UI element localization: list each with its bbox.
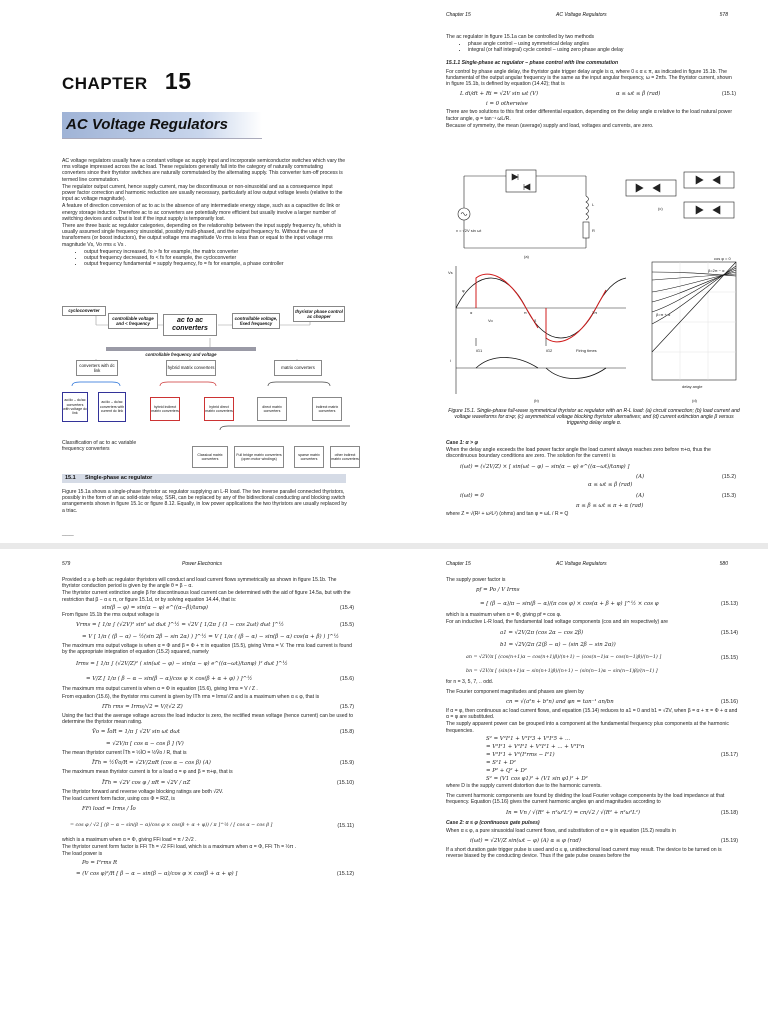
case-1-text: When the delay angle exceeds the load power factor angle the load current always reaches zero before π+α, thus the discontinuous boundary conditions are zero. The solution for the current i is — [446, 447, 711, 460]
p3-para-1: Provided α ≥ φ both ac regulator thyristors will conduct and load current flows symmetrically as shown in figure 15.1b. The thyristor conduction period is given by the angle θ = β − α. — [62, 577, 337, 590]
equation-15-8b: = √2V/π [ cos α − cos β ] (V) — [106, 741, 184, 748]
p3-para-10: The thyristor forward and reverse voltage blocking ratings are both √2V. — [62, 788, 224, 795]
beta-pi-label: β=π + α — [656, 312, 671, 317]
other-indirect-box: other indirect matrix converters — [330, 446, 360, 468]
eq17-row: = S²1 + D² — [486, 759, 516, 766]
equation-15-7: ITh rms = Irms/√2 = V/(√2 Z) (15.7) — [102, 703, 354, 710]
equation-15-8a: V̄o = ĪoR = 1/π ∫ √2V sin ωt dωt (15.8) — [92, 729, 354, 736]
header-title: AC Voltage Regulators — [556, 12, 607, 18]
equation-15-12a: Po = I²rms R — [82, 859, 118, 866]
figure-caption: Figure 15.1. Single-phase full-wave symmetrical thyristor ac regulator with an R-L load: (a) circuit connection; (b) load current and voltage waveforms for α>φ; (c) asymmetrical voltage blocking thyristor alternatives; and (d) current extinction angle β versus triggering delay angle α. — [448, 408, 740, 427]
page-578 — [384, 0, 768, 543]
equation-15-6a: Irms = [ 1/π ∫ (√2V/Z)² ( sin(ωt − φ) − sin(α − φ) e^((α−ωt)/tanφ) )² dωt ]^½ — [76, 661, 288, 668]
current-dc-link-box: ac/dc – dc/ac converters with current dc link — [98, 392, 126, 422]
p4-para-10: When α ≤ φ, a pure sinusoidal load current flows, and substitution of α = φ in equation (15.2) results in — [446, 827, 676, 834]
beta-alpha-plot — [652, 262, 736, 380]
equation-15-13a: pf = Po / V Irms — [476, 587, 520, 594]
alpha-label: α — [470, 310, 473, 315]
p4-para-11: If a short duration gate trigger pulse is used and α ≤ φ, unidirectional load current may result. The device to be turned on is reverse biased by the conducting device. Thus if the gate pulse ceases before the — [446, 846, 722, 860]
hybrid-indirect-box: hybrid indirect matrix converters — [150, 397, 180, 421]
cycloconverter-box: cycloconverter — [62, 306, 106, 316]
intro-para-2: The regulator output current, hence supply current, may be discontinuous or non-sinusoidal and as a consequence input power factor correction and harmonic reduction are usually necessary, particularly at low output voltage levels (relative to the input ac voltage magnitude). — [62, 183, 343, 203]
header-chapter: Chapter 15 — [446, 561, 471, 567]
intro-text — [62, 158, 347, 269]
p3-para-12: which is a maximum when α = Φ, giving FFi load = π / 2√2 . — [62, 837, 197, 844]
page-579 — [0, 549, 384, 1024]
delay-angle-label: delay angle — [682, 384, 703, 389]
control-methods-list — [446, 41, 736, 53]
subfig-a-label: (a) — [524, 254, 529, 259]
resistor-label: R — [592, 228, 595, 233]
case-2-heading: Case 2: α ≤ φ (continuous gate pulses) — [446, 820, 540, 827]
section-number: 15.1 — [65, 475, 76, 481]
p4-text — [446, 577, 738, 860]
intro-para-4: There are three basic ac regulator categories, depending on the relationship between the input supply frequency fs, which is usually assumed single frequency sinusoidal, possibly multi-phased, and the output frequency fo. Without the use of transformers (or boost inductors), the output voltage rms magnitude Vo rms is less than or equal to the input voltage rms magnitude Vs, Vo rms ≤ Vs . — [62, 223, 342, 248]
hybrid-matrix-box: hybrid matrix converters — [166, 360, 216, 376]
list-item: • integral (or half integral) cycle control – using zero phase angle delay — [468, 47, 736, 53]
header-chapter: Chapter 15 — [446, 12, 471, 18]
case-1-heading: Case 1: α > φ — [446, 440, 479, 446]
chapter-word: CHAPTER — [62, 74, 148, 93]
equation-15-14a: a1 = √2V/2π (cos 2α − cos 2β) (15.14) — [500, 629, 738, 636]
page-end-mark: ___ — [62, 530, 74, 537]
frequency-voltage-bar — [106, 347, 256, 351]
header-page-number: 580 — [719, 561, 728, 567]
p3-para-3: From figure 15.1b the rms output voltage is — [62, 611, 160, 618]
equation-15-16: cn = √(a²n + b²n) and φn = tan⁻¹ an/bn (15.16) — [506, 699, 738, 706]
p3-text — [62, 577, 354, 880]
vo-label: Vo — [488, 318, 493, 323]
p3-para-5: The maximum rms output current is when α = Φ in equation (15.6), giving Irms = V / Z . — [62, 686, 258, 693]
section-heading — [62, 474, 346, 483]
subfig-b-label: (b) — [534, 398, 539, 403]
p2-para-2: There are two solutions to this first order differential equation, depending on the delay angle α relative to the load natural power factor angle, φ = tan⁻¹ ωL/R. — [446, 109, 733, 122]
p2-intro: The ac regulator in figure 15.1a can be controlled by two methods — [446, 34, 595, 40]
equation-15-15b: bn = √2V/π [ (sin(n+1)α − sin(n+1)β)/(n+1) − (sin(n−1)α − sin(n−1)β)/(n−1) ] — [466, 668, 658, 674]
switch-alternatives — [626, 172, 734, 218]
matrix-converters-box: matrix converters — [274, 360, 322, 376]
direct-matrix-box: direct matrix converters — [257, 397, 287, 421]
equation-15-4: sin(β − φ) = sin(α − φ) e^((α−β)/tanφ) (15.4) — [102, 604, 354, 611]
circuit-diagram — [458, 170, 589, 248]
eq17-row: = V²I²1 + V²(I²rms − I²1) — [486, 751, 555, 758]
controllable-fixed-box: controllable voltage, fixed frequency — [232, 313, 280, 329]
eq17-row: = V²I²1 + V²I²1 + V²I²1 + ... + V²I²n — [486, 743, 585, 750]
p4-para-6: If α = φ, then continuous ac load current flows, and equation (15.14) reduces to a1 = 0 and b1 = √2V, when β = α + π = Φ + α and α = φ are substituted. — [446, 708, 738, 721]
ig2-label: iG2 — [546, 348, 553, 353]
current-label: i — [450, 358, 451, 363]
dc-link-converters-box: converters with dc link — [76, 360, 118, 376]
classical-matrix-box: Classical matrix converters — [192, 446, 228, 468]
page-577 — [0, 0, 384, 543]
subfig-d-label: (d) — [692, 398, 697, 403]
equation-15-3-range: π ≤ β ≤ ωt ≤ π + α (rad) — [576, 502, 644, 509]
p3-para-4: The maximum rms output voltage is when α = Φ and β = Φ + π in equation (15.5), giving Vrms = V. The rms load current is found by the appropriate integration of equation (15.2) squared, namely — [62, 643, 352, 656]
voltage-dc-link-box: ac/dc – dc/ac converters with voltage dc link — [62, 392, 88, 422]
equation-15-12b: = (V cos φ)²/R [ β − α − sin(β − α)/cos φ × cos(β + α + φ) ] (15.12) — [76, 870, 354, 877]
frequency-voltage-label: controllable frequency and voltage — [145, 352, 217, 357]
p3-para-9: The maximum mean thyristor current is for a load α = φ and β = π+φ, that is — [62, 769, 233, 776]
list-item: • phase angle control – using symmetrical delay angles — [468, 41, 736, 47]
page-580 — [384, 549, 768, 1024]
vs-label: Vs — [448, 270, 453, 275]
waveform-plot — [456, 266, 626, 394]
classification-caption: Classification of ac to ac variable frequency converters — [62, 440, 137, 453]
p3-para-7: Using the fact that the average voltage across the load inductor is zero, the rectified mean voltage (hence current) can be used to determine the thyristor mean rating. — [62, 712, 354, 726]
equation-15-5a: Vrms = [ 1/π ∫ (√2V)² sin² ωt dωt ]^½ = √2V [ 1/2π ∫ (1 − cos 2ωt) dωt ]^½ (15.5) — [76, 622, 354, 629]
subsection-heading: 15.1.1 Single-phase ac regulator – phase control with line commutation — [446, 59, 619, 66]
equation-15-11b: = cos φ / √2 [ (β − α − sin(β − α)/cos φ × cos(β + α + φ)) / π ]^½ / [ cos α − cos β ] (15.11) — [70, 823, 354, 830]
header-title: AC Voltage Regulators — [556, 561, 607, 567]
p4-para-3: For an inductive L-R load, the fundamental load voltage components (cos and sin respectively) are — [446, 619, 668, 626]
header-page-number: 578 — [719, 12, 728, 18]
equation-15-10: ĪTh = √2V cos φ / πR = √2V / πZ (15.10) — [102, 779, 354, 786]
p3-para-11: The load current form factor, using cos Φ = R/Z, is — [62, 795, 175, 802]
where-definition: where Z = √(R² + ω²L²) (ohms) and tan φ = ωL / R = Q — [446, 510, 569, 517]
p4-para-7: The supply apparent power can be grouped into a component at the fundamental frequency plus components at the harmonic frequencies. — [446, 721, 729, 734]
section-title: Single-phase ac regulator — [85, 475, 153, 481]
list-item: • output frequency decreased, fo < fs for example, the cycloconverter — [84, 255, 347, 261]
chapter-number: 15 — [164, 68, 192, 94]
equation-15-14b: b1 = √2V/2π (2(β − α) − (sin 2β − sin 2α)) — [500, 641, 616, 648]
phi-label: φ — [462, 288, 465, 293]
p2-text-top — [446, 34, 736, 130]
p4-para-4: for n = 3, 5, 7, .. odd. — [446, 678, 494, 685]
equation-15-19: i(ωt) = √2V/Z sin(ωt − φ) (A) α ≤ φ (rad) (15.19) — [470, 837, 738, 844]
thyristor-phase-box: thyristor phase control ac chopper — [293, 306, 345, 322]
p3-para-6: From equation (15.6), the thyristor rms current is given by ITh rms = Irms/√2 and is a maximum when α ≤ φ, that is — [62, 693, 320, 700]
equation-15-1-zero: i = 0 otherwise — [486, 101, 528, 108]
eq17-row: = P² + Q² + D² — [486, 767, 527, 774]
list-item: • output frequency fundamental = supply frequency, fo = fs for example, a phase controller — [84, 261, 347, 267]
cos-phi-label: cos φ = 0 — [714, 256, 731, 261]
header-page-number: 579 — [62, 561, 71, 567]
frequency-list — [62, 249, 347, 268]
ig1-label: iG1 — [476, 348, 483, 353]
inductor-label: L — [592, 202, 595, 207]
beta-2pi-label: β=2π − α — [708, 268, 725, 273]
firing-times-label: Firing times — [576, 348, 597, 353]
intro-para-1: AC voltage regulators usually have a constant voltage ac supply input and incorporate semiconductor switches which vary the rms voltage impressed across the ac load. These regulators generally fall into the category of naturally commutating converters since their thyristor switches are naturally commutated by the alternating supply. This converter turn-off process is termed line commutation. — [62, 158, 346, 183]
p4-para-8: where D is the supply current distortion due to the harmonic currents. — [446, 782, 602, 789]
equation-15-3: i(ωt) = 0 (A) (15.3) — [460, 492, 736, 499]
intro-para-3: A feature of direction conversion of ac to ac is the absence of any intermediate energy stage, such as a capacitive dc link or energy storage inductor. Therefore ac to ac converters are potentially more efficient but usually involve a larger number of switching devices and output is lost if the input supply is temporarily lost. — [62, 203, 341, 222]
equation-15-9: ĪTh = ½V̄o/R = √2V/2πR (cos α − cos β) (A) (15.9) — [92, 760, 354, 767]
section-text: Figure 15.1a shows a single-phase thyristor ac regulator supplying an L-R load. The two inverse parallel connected thyristors, possibly in the form of an ac solid-state relay, SSR, can be replaced by any of the bidirectional conducting and blocking switch arrangements shown in figure 15.1c or figure 8.12. Equally, in low power applications the two thyristors are usually replaced by a triac. — [62, 489, 347, 514]
controllable-voltage-box: controllable voltage and < frequency — [108, 313, 158, 329]
figure-15-1 — [446, 162, 746, 410]
eq17-row: S² = (V1 cos φ1)² + (V1 sin φ1)² + D² — [486, 775, 588, 782]
equation-15-6b: = V/Z [ 1/π ( β − α − sin(β − α)/cos φ × cos(β + α + φ) ) ]^½ (15.6) — [86, 676, 354, 683]
equation-15-15a: an = √2V/π [ (cos(n+1)α − cos(n+1)β)/(n+1) − (cos(n−1)α − cos(n−1)β)/(n−1) ] (15.15) — [466, 654, 738, 661]
p3-para-13: The thyristor current form factor is FFi Th = √2 FFi load, which is a maximum when α = Φ, FFi Th = ½π . — [62, 844, 297, 851]
eq17-row: S² = V²I²1 + V²I²3 + V²I²5 + ... — [486, 735, 571, 742]
supply-label: v = √2V sin ωt — [456, 228, 482, 233]
indirect-matrix-box: indirect matrix converters — [312, 397, 342, 421]
header-book-title: Power Electronics — [182, 561, 223, 567]
subfig-c-label: (c) — [658, 206, 663, 211]
full-bridge-matrix-box: Full bridge matrix converters (open motor windings) — [234, 446, 284, 468]
equation-15-2: i(ωt) = (√2V/Z) × [ sin(ωt − φ) − sin(α − φ) e^((α−ωt)/tanφ) ] — [460, 463, 630, 470]
equation-15-1: L di/dt + Ri = √2V sin ωt (V) α ≤ ωt ≤ β (rad) (15.1) — [460, 91, 736, 98]
hybrid-direct-box: hybrid direct matrix converters — [204, 397, 234, 421]
pi-label: π — [524, 310, 527, 315]
chapter-title-bar — [62, 112, 262, 139]
beta-label: β — [534, 318, 537, 323]
p2-para-1: For control by phase angle delay, the thyristor gate trigger delay angle is α, where 0 ≤ α ≤ π, as indicated in figure 15.1b. The fundamental of the output angular frequency is the same as the input angular frequency, ω = 2πfs. The thyristor current, shown in figure 15.1b, is defined by equation (14.42); that is — [446, 68, 732, 88]
p3-para-14: The load power is — [62, 851, 103, 858]
p2-para-3: Because of symmetry, the mean (average) supply and load, voltages and currents, are zero. — [446, 122, 654, 129]
p2-text-bottom — [446, 440, 736, 518]
p4-para-5: The Fourier component magnitudes and phases are given by — [446, 688, 584, 695]
p4-para-2: which is a maximum when α = Φ, giving pf = cos φ. — [446, 612, 562, 619]
chapter-title: AC Voltage Regulators — [66, 116, 228, 133]
p3-para-2: The thyristor current extinction angle β for discontinuous load current can be determined with the aid of figure 14.5a, but with the restriction that β − α ≤ π, or figure 15.1d, or by solving equation 14.44, that is: — [62, 590, 351, 603]
two-pi-label: 2π — [592, 310, 597, 315]
equation-15-2-range: (A) α ≤ ωt ≤ β (rad) (15.2) — [588, 473, 736, 488]
sparse-matrix-box: sparse matrix converters — [294, 446, 324, 468]
equation-15-13b: = [ (β − α)/π − sin(β − α)/(π cos φ) × cos(α + β + φ) ]^½ × cos φ (15.13) — [480, 601, 738, 608]
equation-15-17: S² = V²I²1 + V²I²3 + V²I²5 + ... = V²I²1 + V²I²1 + V²I²1 + ... + V²I²n = V²I²1 + V²(I²rms − I²1) (15.17) = S²1 + D² = P² + Q² + D² S² = (V1 cos φ1)² + (V1 sin φ1)² + D² — [486, 735, 738, 782]
p4-para-1: The supply power factor is — [446, 577, 506, 583]
equation-15-11a: FFi load = Irms / Īo — [82, 806, 136, 813]
p4-para-9: The current harmonic components are found by dividing the load Fourier voltage components by the load impedance at that frequency. Equation (15.16) gives the current harmonic angles φn and magnitudes according to — [446, 793, 725, 806]
ac-to-ac-box: ac to ac converters — [163, 314, 217, 336]
equation-15-18: In = Vn / √(R² + n²ω²L²) = cn/√2 / √(R² + n²ω²L²) (15.18) — [506, 810, 738, 817]
list-item: • output frequency increased, fo > fs for example, the matrix converter — [84, 249, 347, 255]
chapter-heading — [62, 68, 192, 95]
p3-para-8: The mean thyristor current ĪTh = ½ĪO = ½V̄o / R, that is — [62, 750, 187, 757]
equation-15-5b: = V [ 1/π ( (β − α) − ½(sin 2β − sin 2α) ) ]^½ = V [ 1/π ( (β − α) − sin(β − α) cos(α + β) ) ]^½ — [82, 634, 339, 641]
